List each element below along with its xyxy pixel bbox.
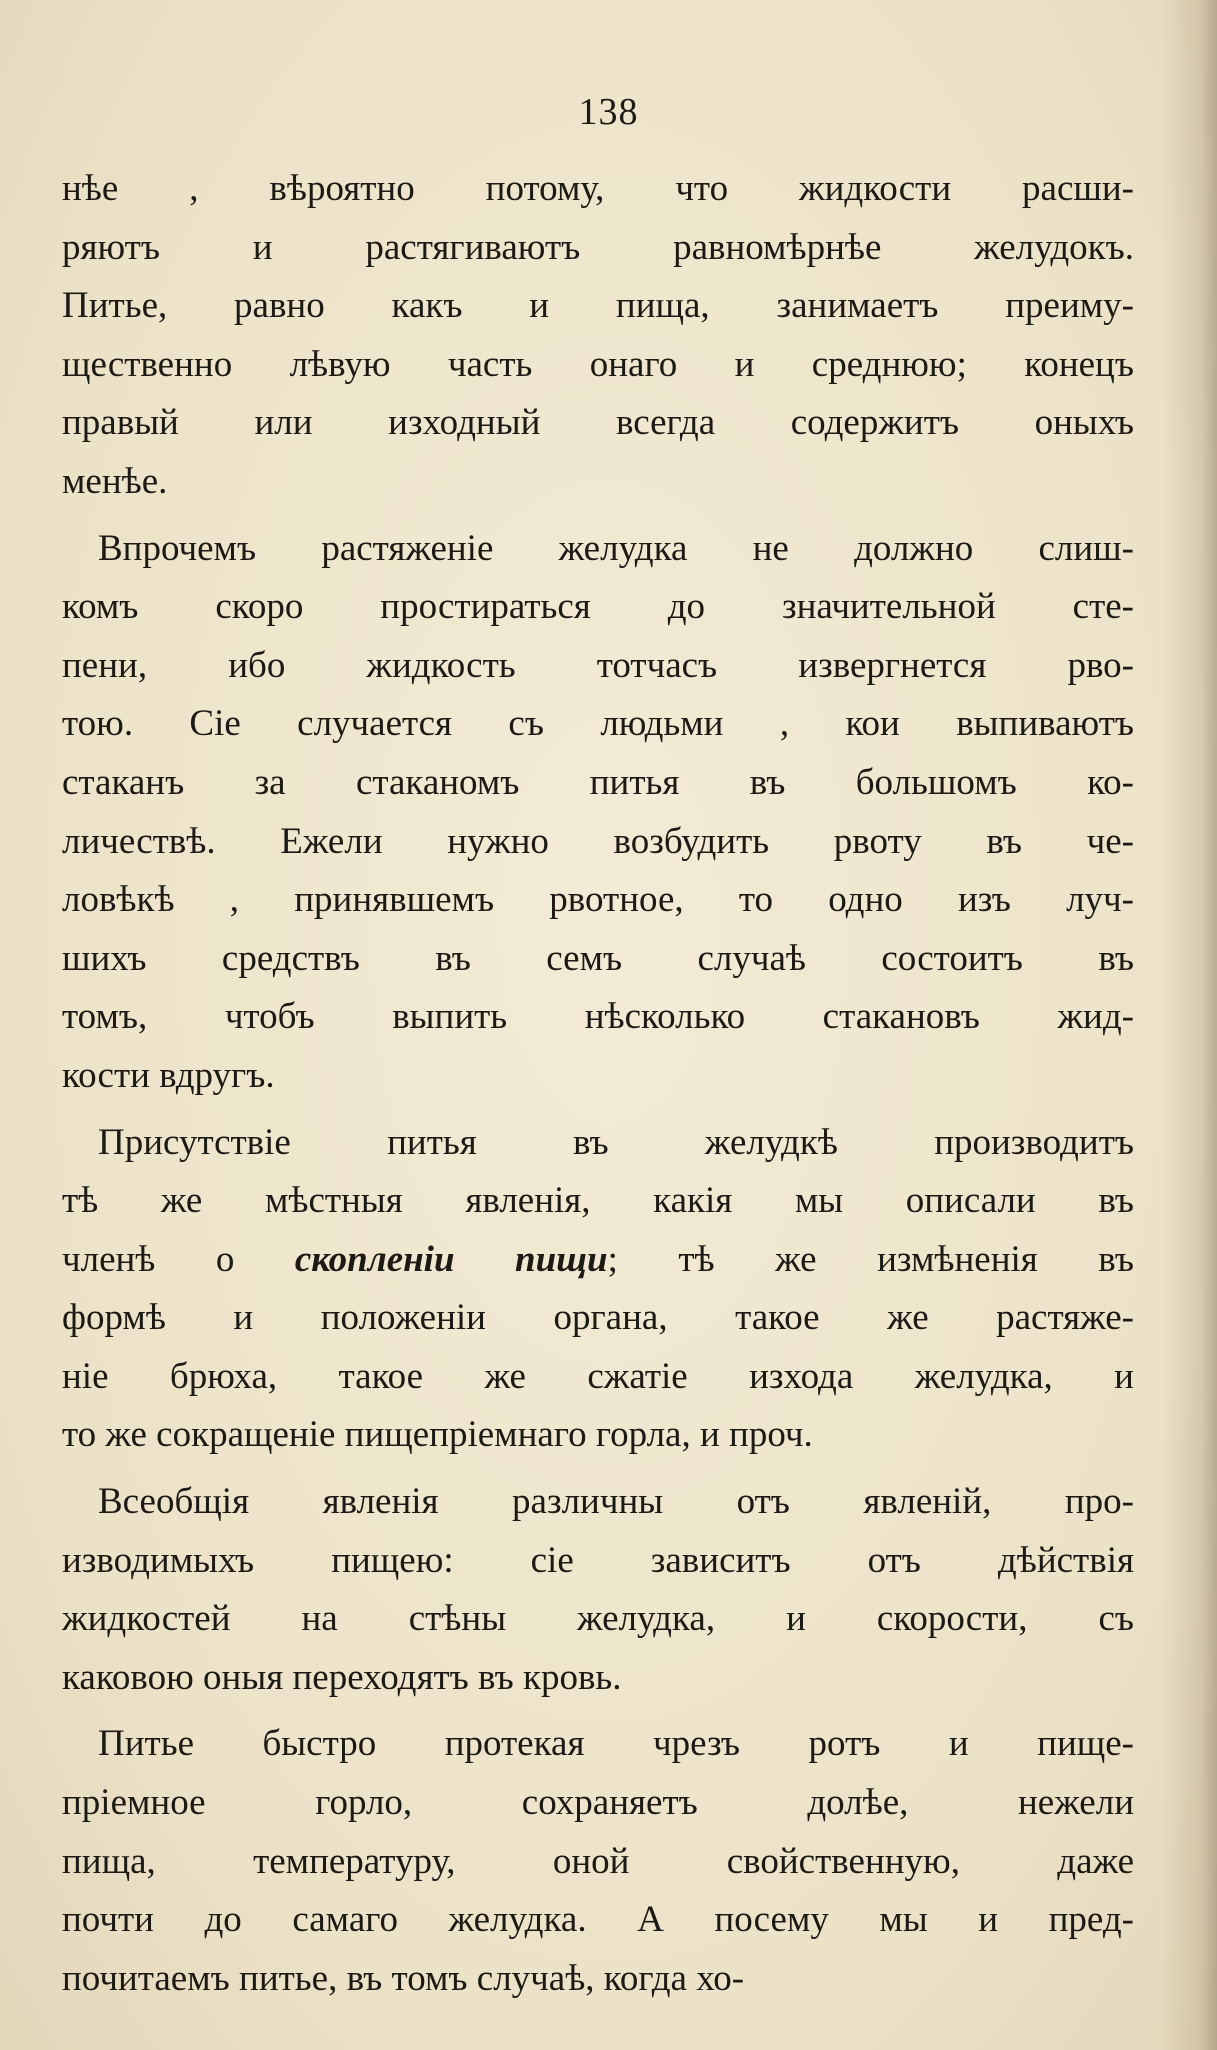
text-line: пріемное горло, сохраняетъ долѣе, нежели xyxy=(62,1782,1134,1824)
text-line: изводимыхъ пищею: сіе зависитъ отъ дѣйствія xyxy=(62,1539,1134,1581)
text-line: почти до самаго желудка. А посему мы и пред- xyxy=(62,1899,1134,1941)
text-line: томъ, чтобъ выпить нѣсколько стакановъ жид- xyxy=(62,996,1134,1038)
text-line: почитаемъ питье, въ томъ случаѣ, когда хо- xyxy=(62,1957,745,1999)
text-line: шихъ средствъ въ семъ случаѣ состоитъ въ xyxy=(62,937,1134,979)
paragraph-gap xyxy=(62,512,1134,520)
text-line: правый или изходный всегда содержитъ оныхъ xyxy=(62,402,1134,444)
text-line: ряютъ и растягиваютъ равномѣрнѣе желудокъ. xyxy=(62,226,1134,268)
text-line: личествѣ. Ежели нужно возбудить рвоту въ че- xyxy=(62,820,1134,862)
text-line: тою. Сіе случается съ людьми , кои выпиваютъ xyxy=(62,703,1134,745)
page-number: 138 xyxy=(578,91,639,133)
paragraph xyxy=(62,160,1134,512)
text-line: Питье быстро протекая чрезъ ротъ и пище- xyxy=(98,1723,1134,1765)
text-line: стаканъ за стаканомъ питья въ большомъ ко- xyxy=(62,761,1134,803)
text-line: жидкостей на стѣны желудка, и скорости, съ xyxy=(62,1598,1134,1640)
text-line: пени, ибо жидкость тотчасъ извергнется рво- xyxy=(62,644,1134,686)
text-line: то же сокращеніе пищепріемнаго горла, и проч. xyxy=(62,1414,813,1456)
paragraph-gap xyxy=(62,1707,1134,1715)
text-line: Питье, равно какъ и пища, занимаетъ преиму- xyxy=(62,285,1134,327)
paragraph xyxy=(62,1715,1134,2008)
paragraph-gap xyxy=(62,1106,1134,1114)
paragraph xyxy=(62,1114,1134,1466)
text-line: тѣ же мѣстныя явленія, какія мы описали въ xyxy=(62,1180,1134,1222)
text-line: членѣ о скопленіи пищи; тѣ же измѣненія въ xyxy=(62,1238,1134,1280)
text-line: нѣе , вѣроятно потому, что жидкости расши- xyxy=(62,168,1134,209)
text-line: каковою оныя переходятъ въ кровь. xyxy=(62,1656,622,1698)
text-line: менѣе. xyxy=(62,460,168,502)
paragraph xyxy=(62,1473,1134,1707)
text-line: Всеобщія явленія различны отъ явленій, про- xyxy=(98,1481,1134,1523)
text-line: ніе брюха, такое же сжатіе изхода желудка, и xyxy=(62,1355,1134,1397)
text-line: пища, температуру, оной свойственную, даже xyxy=(62,1840,1134,1882)
gutter-shadow xyxy=(1162,0,1217,2050)
text-line: комъ скоро простираться до значительной сте- xyxy=(62,586,1134,628)
italic-term: скопленіи пищи xyxy=(294,1238,608,1280)
text-line: Присутствіе питья въ желудкѣ производитъ xyxy=(98,1121,1134,1163)
text-line: ловѣкѣ , принявшемъ рвотное, то одно изъ луч- xyxy=(62,879,1134,921)
text-line: формѣ и положеніи органа, такое же растяже- xyxy=(62,1297,1134,1339)
body-text xyxy=(62,160,1134,2008)
text-line: щественно лѣвую часть онаго и среднюю; конецъ xyxy=(62,343,1134,385)
paragraph-gap xyxy=(62,1465,1134,1473)
text-line: кости вдругъ. xyxy=(62,1054,275,1096)
paragraph xyxy=(62,520,1134,1106)
text-line: Впрочемъ растяженіе желудка не должно слиш- xyxy=(98,527,1134,569)
